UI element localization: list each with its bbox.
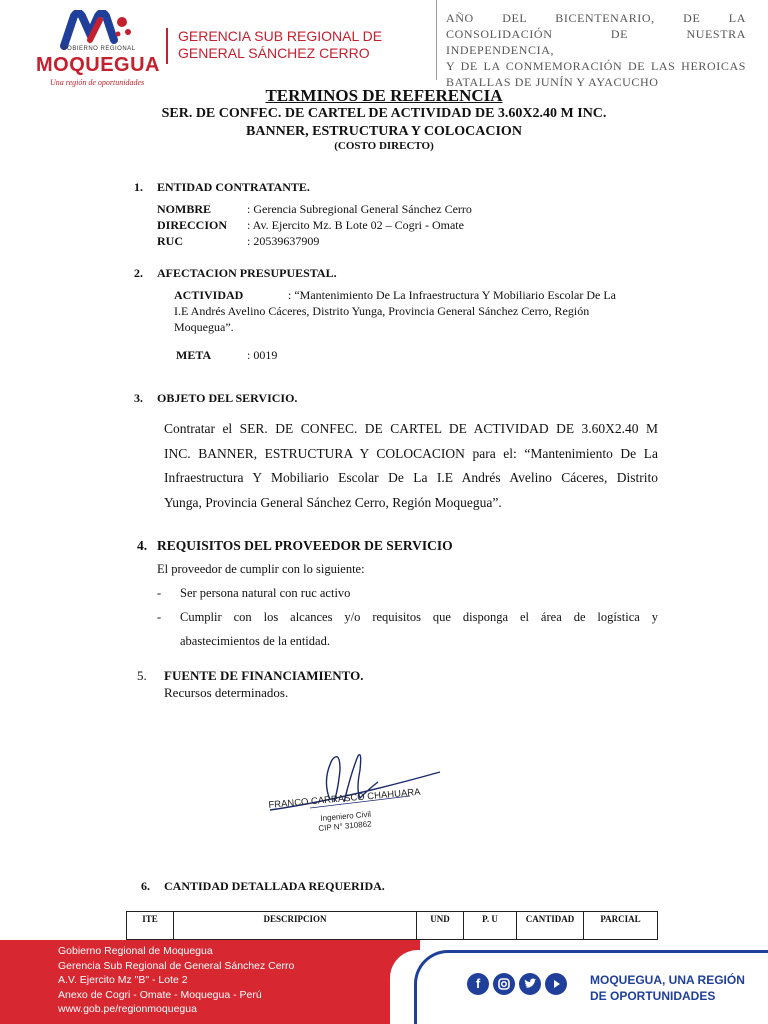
field-value-ruc: : 20539637909: [247, 234, 320, 248]
table-header-cell: ITE: [127, 912, 174, 940]
section-6-heading: CANTIDAD DETALLADA REQUERIDA.: [164, 879, 385, 893]
section-4-number: 4.: [137, 538, 148, 553]
cantidad-table: [126, 911, 658, 940]
gerencia-title: [178, 28, 382, 62]
label-text: DIRECCION: [157, 218, 228, 232]
facebook-icon[interactable]: f: [467, 973, 489, 995]
instagram-icon[interactable]: [493, 973, 515, 995]
signature-name: FRANCO CARRASCO CHAHUARA: [268, 786, 421, 811]
table-header-row: [127, 912, 658, 940]
requisito-item-2-line-2: abastecimientos de la entidad.: [180, 634, 330, 648]
signature-title: Ingeniero Civil: [320, 809, 372, 823]
slogan-line-2: DE OPORTUNIDADES: [590, 989, 716, 1003]
slogan-line-1: MOQUEGUA, UNA REGIÓN: [590, 973, 745, 987]
signature-cip: CIP N° 310862: [318, 819, 372, 833]
field-value-direccion: : Av. Ejercito Mz. B Lote 02 – Cogri - Omate: [247, 218, 464, 232]
table-header-cell: DESCRIPCION: [174, 912, 417, 940]
actividad-value-line-3: Moquegua”.: [174, 320, 234, 334]
table-header-cell: UND: [417, 912, 464, 940]
footer-address: [58, 944, 294, 1017]
table-header-cell: PARCIAL: [584, 912, 658, 940]
label-text: RUC: [157, 234, 183, 248]
section-5-heading: FUENTE DE FINANCIAMIENTO.: [164, 668, 364, 683]
field-label-direccion: [157, 218, 227, 233]
paragraph-line: INC. BANNER, ESTRUCTURA Y COLOCACION para el: “Mantenimiento De La: [164, 445, 658, 461]
table-header-cell: P. U: [464, 912, 517, 940]
section-4-heading: REQUISITOS DEL PROVEEDOR DE SERVICIO: [157, 538, 453, 553]
gerencia-line-1: GERENCIA SUB REGIONAL DE: [178, 28, 383, 44]
actividad-label: ACTIVIDAD: [174, 288, 244, 302]
year-line: BATALLAS DE JUNÍN Y AYACUCHO: [446, 75, 659, 89]
section-3-heading: OBJETO DEL SERVICIO.: [157, 391, 298, 405]
paragraph-line: Infraestructura Y Mobiliario Escolar De La I.E Andrés Avelino Cáceres, Distrito: [164, 470, 658, 485]
instagram-glyph: [493, 973, 515, 995]
section-1-number: 1.: [134, 180, 143, 194]
footer-line: Anexo de Cogri - Omate - Moquegua - Perú: [58, 988, 262, 1001]
document-subtitle-2: BANNER, ESTRUCTURA Y COLOCACION: [246, 124, 522, 139]
youtube-icon[interactable]: [545, 973, 567, 995]
twitter-icon[interactable]: [519, 973, 541, 995]
document-subtitle-3: (COSTO DIRECTO): [334, 140, 434, 152]
meta-label: META: [176, 348, 212, 362]
document-subtitle-1: SER. DE CONFEC. DE CARTEL DE ACTIVIDAD DE 3.60X2.40 M INC.: [161, 106, 607, 121]
section-2-number: 2.: [134, 266, 143, 280]
paragraph-line: Contratar el SER. DE CONFEC. DE CARTEL DE ACTIVIDAD DE 3.60X2.40 M: [164, 421, 658, 436]
section-3-number: 3.: [134, 391, 143, 405]
footer-line: www.gob.pe/regionmoquegua: [58, 1003, 197, 1015]
field-label-ruc: [157, 234, 183, 249]
footer-line: Gobierno Regional de Moquegua: [58, 945, 213, 957]
objeto-paragraph: [164, 417, 658, 515]
footer-line: A.V. Ejercito Mz "B" - Lote 2: [58, 974, 188, 986]
label-text: NOMBRE: [157, 202, 211, 216]
year-line: AÑO DEL BICENTENARIO, DE LA: [446, 11, 746, 25]
table-header-cell: CANTIDAD: [517, 912, 584, 940]
youtube-glyph: [545, 973, 567, 995]
section-5-number: 5.: [137, 668, 147, 683]
requisitos-intro: El proveedor de cumplir con lo siguiente:: [157, 562, 365, 576]
bullet-dash: -: [157, 610, 162, 624]
field-label-nombre: [157, 202, 211, 217]
year-motto: [446, 10, 746, 90]
requisito-item-1: Ser persona natural con ruc activo: [180, 586, 351, 600]
financiamiento-text: Recursos determinados.: [164, 685, 289, 700]
logo-wordmark: MOQUEGUA: [36, 54, 160, 76]
requisito-item-2-line-1: Cumplir con los alcances y/o requisitos que disponga el área de logística y: [180, 610, 658, 624]
logo-caption: GOBIERNO REGIONAL: [62, 46, 136, 52]
footer-slogan: [590, 972, 745, 1004]
twitter-glyph: [519, 973, 541, 995]
moquegua-logo-icon: [60, 10, 140, 50]
footer-line: Gerencia Sub Regional de General Sánchez Cerro: [58, 959, 295, 972]
paragraph-line: Yunga, Provincia General Sánchez Cerro, Región Moquegua”.: [164, 494, 502, 510]
actividad-value-line-2: I.E Andrés Avelino Cáceres, Distrito Yunga, Provincia General Sánchez Cerro, Región: [174, 304, 590, 318]
year-line: CONSOLIDACIÓN DE NUESTRA INDEPENDENCIA,: [446, 27, 746, 57]
bullet-dash: -: [157, 586, 162, 600]
gerencia-line-2: GENERAL SÁNCHEZ CERRO: [178, 45, 370, 61]
logo-tagline: Una región de oportunidades: [50, 78, 145, 87]
document-title: TERMINOS DE REFERENCIA: [265, 86, 503, 105]
section-2-heading: AFECTACION PRESUPUESTAL.: [157, 266, 337, 280]
year-line: Y DE LA CONMEMORACIÓN DE LAS HEROICAS: [446, 59, 746, 73]
field-value-nombre: : Gerencia Subregional General Sánchez Cerro: [247, 202, 472, 216]
actividad-value-line-1: : “Mantenimiento De La Infraestructura Y Mobiliario Escolar De La: [288, 288, 616, 302]
section-1-heading: ENTIDAD CONTRATANTE.: [157, 180, 310, 194]
meta-value: : 0019: [247, 348, 278, 362]
section-6-number: 6.: [141, 879, 150, 893]
header-divider: [166, 28, 168, 64]
